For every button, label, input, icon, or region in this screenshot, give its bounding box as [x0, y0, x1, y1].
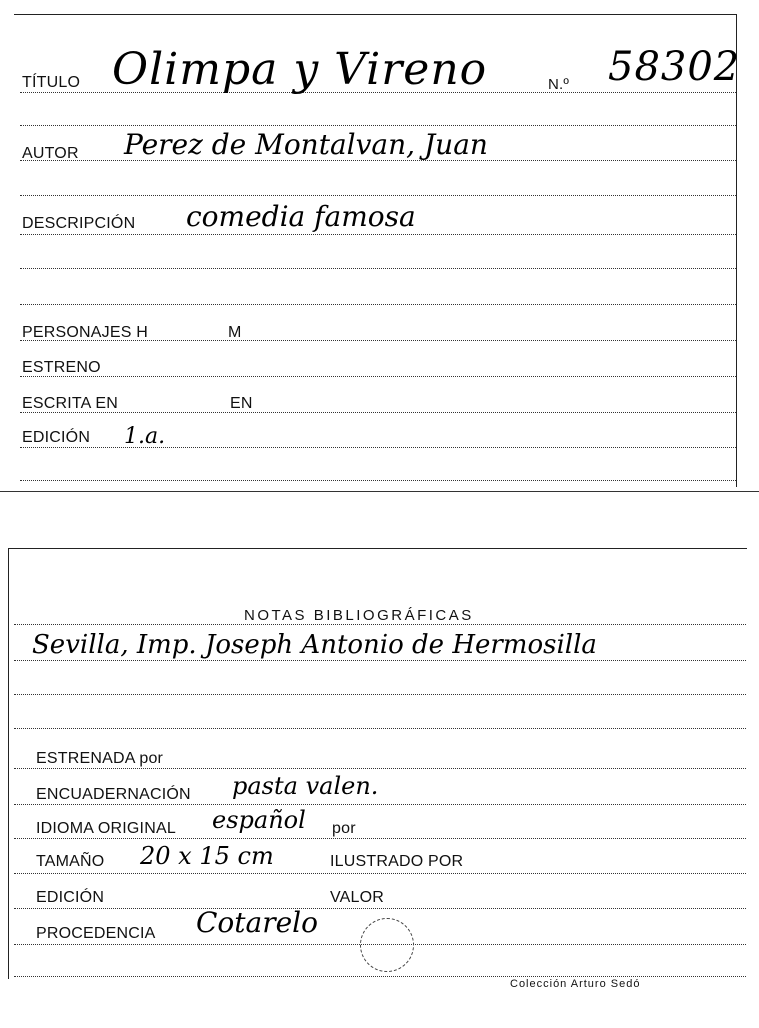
procedencia-value: Cotarelo [196, 906, 318, 939]
valor-label: VALOR [330, 889, 385, 906]
edicion-label: EDICIÓN [22, 429, 91, 446]
encuadernacion-label: ENCUADERNACIÓN [36, 786, 191, 803]
rule [14, 624, 746, 625]
edicion-bottom-label: EDICIÓN [36, 889, 105, 906]
rule [20, 376, 736, 377]
autor-value: Perez de Montalvan, Juan [124, 128, 488, 161]
rule [14, 804, 746, 805]
rule [20, 234, 736, 235]
rule [14, 976, 746, 977]
personajes-label: PERSONAJES H [22, 324, 148, 341]
rule [14, 694, 746, 695]
estrenada-label: ESTRENADA por [36, 750, 164, 767]
coleccion-credit: Colección Arturo Sedó [510, 978, 641, 990]
notas-value: Sevilla, Imp. Joseph Antonio de Hermosilla [32, 630, 597, 660]
encuadernacion-value: pasta valen. [232, 772, 379, 800]
autor-label: AUTOR [22, 145, 79, 162]
notas-label: NOTAS BIBLIOGRÁFICAS [244, 607, 474, 624]
ilustrado-label: ILUSTRADO POR [330, 853, 464, 870]
rule [20, 412, 736, 413]
tamano-value: 20 x 15 cm [140, 842, 274, 870]
rule [14, 768, 746, 769]
numero-label: N.º [548, 76, 570, 93]
rule [20, 195, 736, 196]
escrita-en-label: EN [230, 395, 253, 412]
rule [14, 660, 746, 661]
idioma-value: español [212, 806, 306, 834]
descripcion-label: DESCRIPCIÓN [22, 215, 136, 232]
rule [20, 480, 736, 481]
titulo-label: TÍTULO [22, 74, 81, 91]
idioma-por-label: por [332, 820, 356, 837]
escrita-label: ESCRITA EN [22, 395, 118, 412]
rule [14, 873, 746, 874]
idioma-label: IDIOMA ORIGINAL [36, 820, 176, 837]
mujeres-label: M [228, 324, 242, 341]
rule [20, 268, 736, 269]
numero-value: 58302 [608, 44, 741, 90]
descripcion-value: comedia famosa [186, 200, 416, 233]
rule [20, 125, 736, 126]
rule [20, 304, 736, 305]
titulo-value: Olimpa y Vireno [112, 44, 488, 95]
procedencia-label: PROCEDENCIA [36, 925, 156, 942]
rule [14, 838, 746, 839]
tamano-label: TAMAÑO [36, 853, 105, 870]
card-divider [0, 491, 759, 492]
ink-stamp [360, 918, 414, 972]
estreno-label: ESTRENO [22, 359, 101, 376]
rule [14, 728, 746, 729]
edicion-value: 1.a. [124, 424, 166, 449]
rule [14, 908, 746, 909]
